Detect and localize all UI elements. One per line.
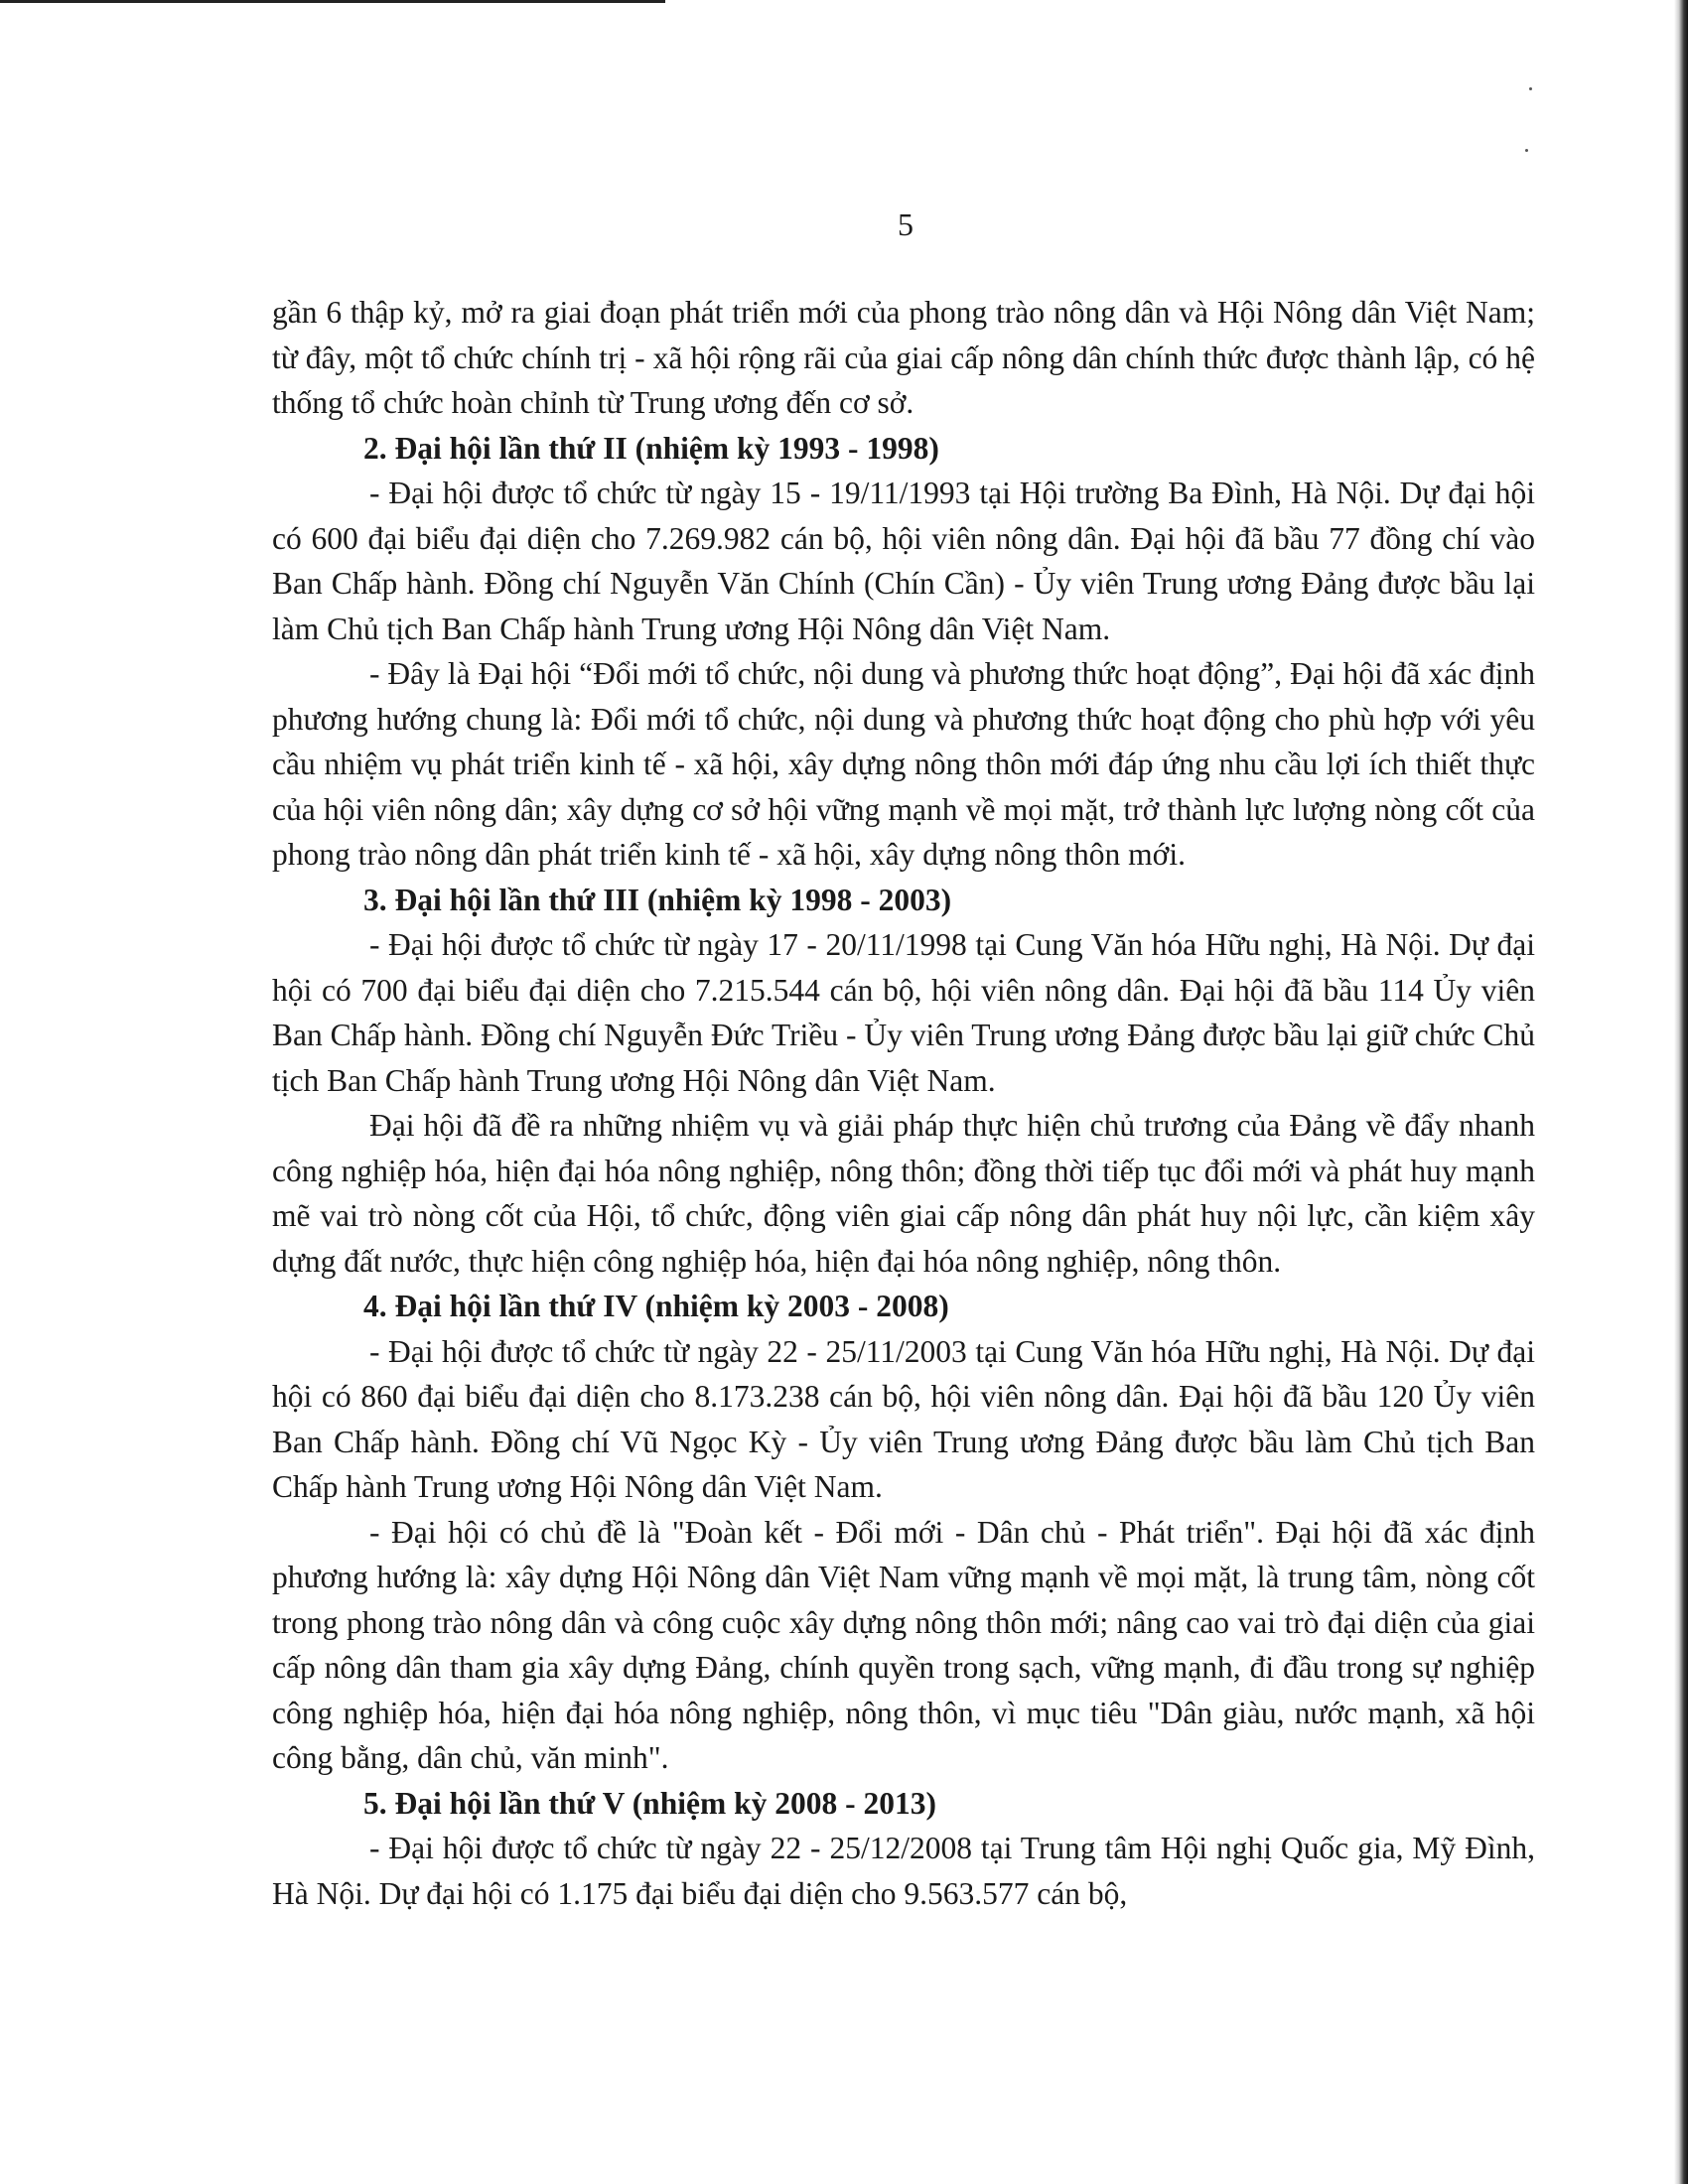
page-edge-shadow bbox=[1674, 0, 1688, 2184]
section-heading: 3. Đại hội lần thứ III (nhiệm kỳ 1998 - 2003) bbox=[363, 882, 952, 917]
section-heading: 2. Đại hội lần thứ II (nhiệm kỳ 1993 - 1998) bbox=[363, 430, 939, 466]
section-heading: 4. Đại hội lần thứ IV (nhiệm kỳ 2003 - 2008) bbox=[363, 1289, 949, 1323]
paragraph: gần 6 thập kỷ, mở ra giai đoạn phát triển mới của phong trào nông dân và Hội Nông dân Việt Nam; từ đây, một tổ chức chính trị - xã hội rộng rãi của giai cấp nông dân chính thức được thành lập, có hệ thống tổ chức hoàn chỉnh từ Trung ương đến cơ sở. bbox=[272, 295, 1535, 420]
paragraph: - Đây là Đại hội “Đổi mới tổ chức, nội dung và phương thức hoạt động”, Đại hội đã xác định phương hướng chung là: Đổi mới tổ chức, nội dung và phương thức hoạt động cho phù hợp với yêu cầu nhiệm vụ phát triển kinh tế - xã hội, xây dựng nông thôn mới đáp ứng nhu cầu lợi ích thiết thực của hội viên nông dân; xây dựng cơ sở hội vững mạnh về mọi mặt, trở thành lực lượng nòng cốt của phong trào nông dân phát triển kinh tế - xã hội, xây dựng nông thôn mới. bbox=[272, 656, 1535, 872]
paragraph: - Đại hội có chủ đề là "Đoàn kết - Đổi mới - Dân chủ - Phát triển". Đại hội đã xác định phương hướng là: xây dựng Hội Nông dân Việt Nam vững mạnh về mọi mặt, là trung tâm, nòng cốt trong phong trào nông dân và công cuộc xây dựng nông thôn mới; nâng cao vai trò đại diện của giai cấp nông dân tham gia xây dựng Đảng, chính quyền trong sạch, vững mạnh, đi đầu trong sự nghiệp công nghiệp hóa, hiện đại hóa nông nghiệp, nông thôn, vì mục tiêu "Dân giàu, nước mạnh, xã hội công bằng, dân chủ, văn minh". bbox=[272, 1514, 1535, 1775]
paragraph: - Đại hội được tổ chức từ ngày 15 - 19/11/1993 tại Hội trường Ba Đình, Hà Nội. Dự đại hội có 600 đại biểu đại diện cho 7.269.982 cán bộ, hội viên nông dân. Đại hội đã bầu 77 đồng chí vào Ban Chấp hành. Đồng chí Nguyễn Văn Chính (Chín Cần) - Ủy viên Trung ương Đảng được bầu lại làm Chủ tịch Ban Chấp hành Trung ương Hội Nông dân Việt Nam. bbox=[272, 476, 1535, 646]
page-number: 5 bbox=[898, 206, 914, 242]
paragraph: - Đại hội được tổ chức từ ngày 17 - 20/11/1998 tại Cung Văn hóa Hữu nghị, Hà Nội. Dự đại hội có 700 đại biểu đại diện cho 7.215.544 cán bộ, hội viên nông dân. Đại hội đã bầu 114 Ủy viên Ban Chấp hành. Đồng chí Nguyễn Đức Triều - Ủy viên Trung ương Đảng được bầu lại giữ chức Chủ tịch Ban Chấp hành Trung ương Hội Nông dân Việt Nam. bbox=[272, 927, 1535, 1098]
paragraph: Đại hội đã đề ra những nhiệm vụ và giải pháp thực hiện chủ trương của Đảng về đẩy nhanh công nghiệp hóa, hiện đại hóa nông nghiệp, nông thôn; đồng thời tiếp tục đổi mới và phát huy mạnh mẽ vai trò nòng cốt của Hội, tổ chức, động viên giai cấp nông dân phát huy nội lực, cần kiệm xây dựng đất nước, thực hiện công nghiệp hóa, hiện đại hóa nông nghiệp, nông thôn. bbox=[272, 1108, 1535, 1279]
scan-speck bbox=[1529, 87, 1532, 90]
document-body bbox=[272, 290, 1535, 1916]
top-rule bbox=[0, 0, 665, 3]
paragraph: - Đại hội được tổ chức từ ngày 22 - 25/11/2003 tại Cung Văn hóa Hữu nghị, Hà Nội. Dự đại hội có 860 đại biểu đại diện cho 8.173.238 cán bộ, hội viên nông dân. Đại hội đã bầu 120 Ủy viên Ban Chấp hành. Đồng chí Vũ Ngọc Kỳ - Ủy viên Trung ương Đảng được bầu làm Chủ tịch Ban Chấp hành Trung ương Hội Nông dân Việt Nam. bbox=[272, 1333, 1535, 1504]
paragraph: - Đại hội được tổ chức từ ngày 22 - 25/12/2008 tại Trung tâm Hội nghị Quốc gia, Mỹ Đình, Hà Nội. Dự đại hội có 1.175 đại biểu đại diện cho 9.563.577 cán bộ, bbox=[272, 1831, 1535, 1911]
section-heading: 5. Đại hội lần thứ V (nhiệm kỳ 2008 - 2013) bbox=[363, 1785, 936, 1821]
scan-speck bbox=[1525, 149, 1528, 152]
